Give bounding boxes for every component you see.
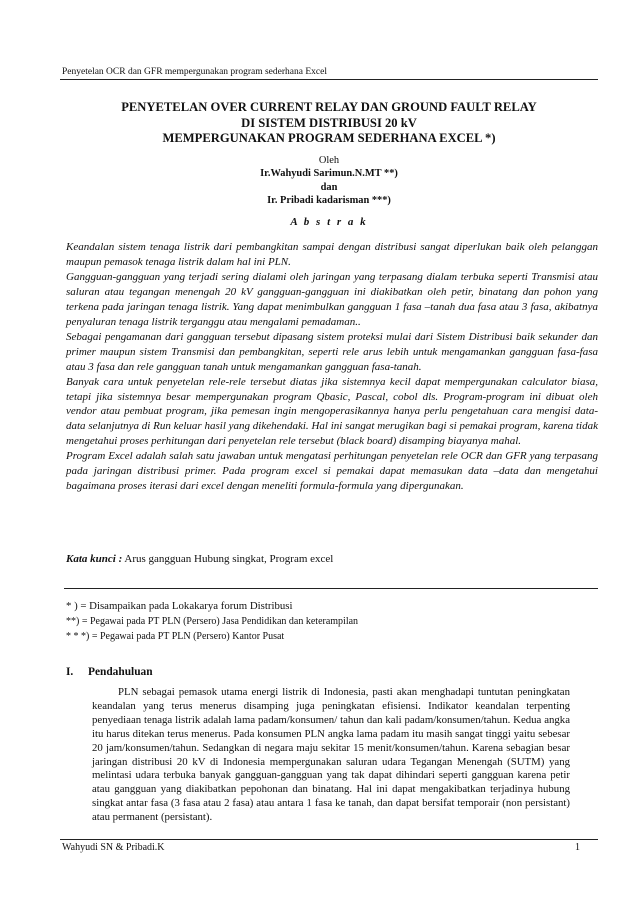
running-header: Penyetelan OCR dan GFR mempergunakan program sederhana Excel bbox=[62, 67, 327, 77]
header-rule bbox=[60, 79, 598, 80]
footnotes bbox=[66, 599, 598, 644]
title-line-1: PENYETELAN OVER CURRENT RELAY DAN GROUND FAULT RELAY bbox=[121, 100, 537, 114]
page-number: 1 bbox=[575, 842, 580, 853]
author-1: Ir.Wahyudi Sarimun.N.MT **) bbox=[260, 168, 398, 180]
abstract-paragraph: Program Excel adalah salah satu jawaban untuk mengatasi perhitungan penyetelan rele OCR dan GFR yang terpasang pada jaringan distribusi primer. Pada program excel si pemakai dapat memasukan data –data dan mengetahui bagaimana proses iterasi dari excel dengan meneliti formula-formula yang dipergunakan. bbox=[66, 450, 598, 493]
footer-rule bbox=[60, 839, 598, 840]
section-paragraph: PLN sebagai pemasok utama energi listrik di Indonesia, pasti akan menghadapi tuntutan peningkatan keandalan yang terus menerus disamping juga peningkatan efisiensi. Indikator keandalan terpenting penyediaan tenaga listrik adalah lama padam/konsumen/ tahun dan kali padam/konsumen/tahun. Kedua angka itu harus ditekan terus menerus. Pada konsumen PLN angka lama padam itu masih sangat tinggi yaitu sebesar 20 jam/konsumen/tahun. Sedangkan di negara maju sekitar 15 menit/konsumen/tahun. Karena sebagian besar jaringan distribusi 20 kV di Indonesia mempergunakan saluran udara Tegangan Menengah (SUTM) yang melintasi udara terbuka banyak gangguan-gangguan yang tak dapat dihindari seperti gangguan karena petir atau gangguan yang diakibatkan pepohonan dan binatang. Hal ini dapat mengakibatkan terjadinya hubung singkat antar fasa (3 fasa atau 2 fasa) atau antara 1 fasa ke tanah, dan dapat bersifat temporair (non persistant) atau permanent (persistant). bbox=[92, 686, 570, 824]
abstract-body bbox=[66, 240, 598, 494]
dan-label: dan bbox=[320, 181, 338, 193]
section-title: Pendahuluan bbox=[88, 666, 153, 678]
title-line-3: MEMPERGUNAKAN PROGRAM SEDERHANA EXCEL *) bbox=[162, 131, 496, 145]
footer-authors: Wahyudi SN & Pribadi.K bbox=[62, 842, 165, 853]
author-2: Ir. Pribadi kadarisman ***) bbox=[267, 194, 391, 206]
paper-title bbox=[60, 100, 598, 147]
abstract-paragraph: Banyak cara untuk penyetelan rele-rele tersebut diatas jika sistemnya kecil dapat mempergunakan calculator biasa, tetapi jika sistemnya besar mempergunakan program Qbasic, Pascal, cobol dls. Program-program ini dibuat oleh vendor atau pembuat program, jika pemesan ingin mengoperasikannya hanya perlu pengetahuan cara mengisi data-data selanjutnya di Run keluar hasil yang dikehendaki. Hal ini sangat merugikan bagi si pemakai program, karena tidak mengetahui proses perhitungan dari penyetelan rele tersebut (black board) disamping biayanya mahal. bbox=[66, 375, 598, 448]
keywords-text: Arus gangguan Hubung singkat, Program excel bbox=[122, 553, 334, 565]
footnote-item: **) = Pegawai pada PT PLN (Persero) Jasa Pendidikan dan keterampilan bbox=[66, 616, 359, 627]
footnote-item: * * *) = Pegawai pada PT PLN (Persero) Kantor Pusat bbox=[66, 631, 285, 642]
abstract-paragraph: Keandalan sistem tenaga listrik dari pembangkitan sampai dengan distribusi sangat diperlukan baik oleh pelanggan maupun pemasok tenaga listrik dalam hal ini PLN. bbox=[66, 241, 598, 268]
keywords-line bbox=[66, 553, 598, 565]
oleh-label: Oleh bbox=[318, 155, 340, 166]
section-heading bbox=[66, 666, 153, 678]
title-line-2: DI SISTEM DISTRIBUSI 20 kV bbox=[241, 115, 417, 130]
abstract-paragraph: Sebagai pengamanan dari gangguan tersebut dipasang sistem proteksi mulai dari Sistem Distribusi baik sekunder dan primer maupun sistem Transmisi dan pembangkitan, seperti rele arus lebih untuk mengamankan gangguan fasa-fasa atau 3 fasa dan rele gangguan tanah untuk mengamankan gangguan fasa-tanah. bbox=[66, 330, 598, 373]
abstract-paragraph: Gangguan-gangguan yang terjadi sering dialami oleh jaringan yang terpasang dialam terbuka seperti Transmisi atau saluran atau tegangan menengah 20 kV gangguan-gangguan ini diakibatkan oleh petir, binatang dan pohon yang terkena pada jaringan tenaga listrik. Yang dapat menimbulkan gangguan 1 fasa –tanah dua fasa atau 3 fasa, akibatnya penyaluran tenaga listrik terganggu atau mengalami pemadaman.. bbox=[66, 270, 598, 328]
section-number: I. bbox=[66, 666, 74, 678]
keywords-label: Kata kunci : bbox=[66, 553, 123, 565]
footnote-rule bbox=[64, 588, 598, 589]
footnote-item: * ) = Disampaikan pada Lokakarya forum Distribusi bbox=[66, 600, 293, 612]
abstract-heading: A b s t r a k bbox=[290, 216, 368, 228]
author-block bbox=[60, 154, 598, 207]
